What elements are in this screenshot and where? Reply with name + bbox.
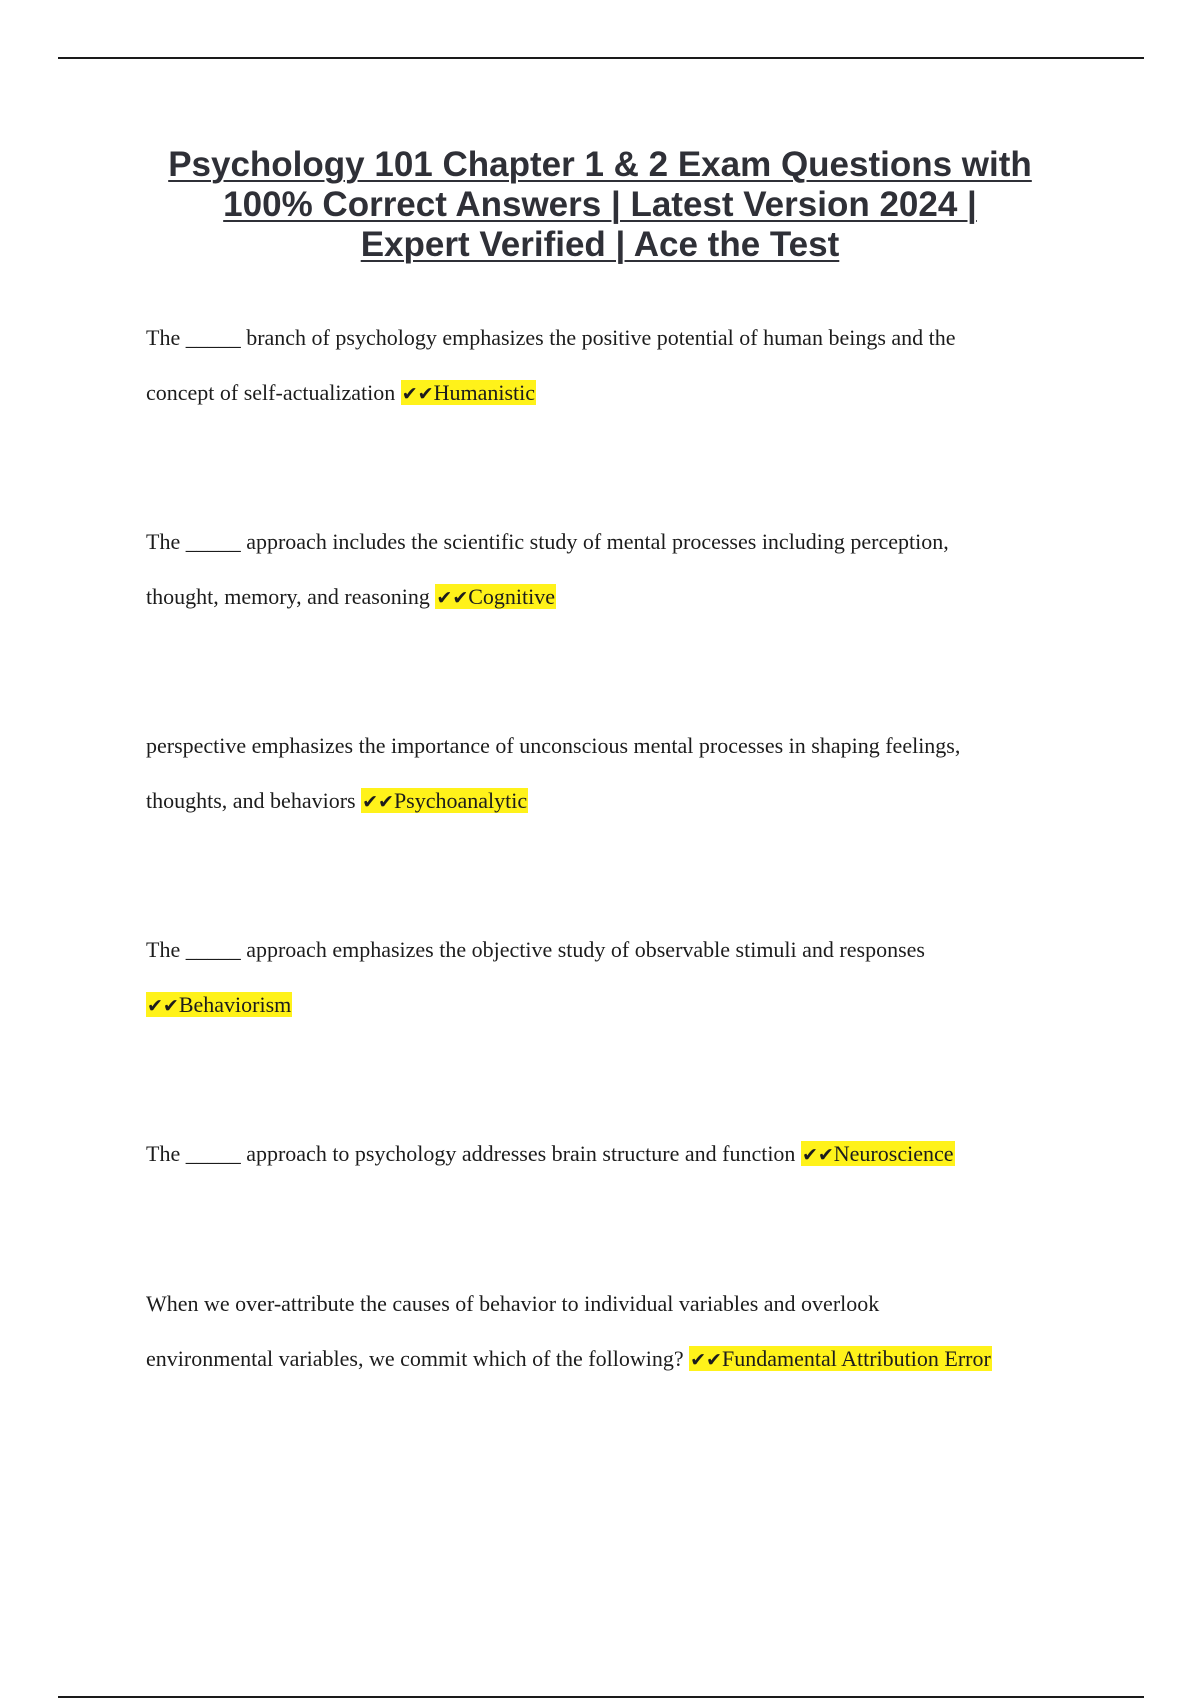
question-block-1 [146, 310, 1066, 422]
title-line-3: Expert Verified | Ace the Test [360, 225, 840, 264]
answer-highlight [689, 1346, 992, 1371]
question-text-line-2 [146, 977, 1066, 1034]
bottom-rule [58, 1696, 1144, 1698]
question-block-2 [146, 514, 1066, 626]
question-text-line-2: concept of self-actualization ✔✔Humanistic [146, 380, 535, 405]
question-text: The _____ approach emphasizes the objective study of observable stimuli and responses [146, 937, 925, 962]
answer-highlight [801, 1141, 955, 1166]
check-icon: ✔✔ [436, 587, 469, 609]
question-block-6 [146, 1276, 1066, 1388]
check-icon: ✔✔ [401, 383, 434, 405]
question-text-line-2: thoughts, and behaviors ✔✔Psychoanalytic [146, 788, 528, 813]
question-text: When we over-attribute the causes of behavior to individual variables and overlook [146, 1291, 880, 1316]
title-line-1: Psychology 101 Chapter 1 & 2 Exam Questions with [168, 145, 1032, 184]
question-text: The _____ branch of psychology emphasizes the positive potential of human beings and the [146, 325, 956, 350]
check-icon: ✔✔ [362, 791, 394, 813]
answer-highlight [146, 992, 292, 1017]
check-icon: ✔✔ [690, 1349, 722, 1371]
answer-text: Humanistic [433, 380, 535, 405]
question-block-4 [146, 922, 1066, 1034]
top-rule [58, 57, 1144, 59]
answer-highlight [435, 584, 556, 609]
answer-text: Fundamental Attribution Error [721, 1346, 991, 1371]
title-line-2: 100% Correct Answers | Latest Version 2024 | [223, 185, 977, 224]
question-block-3 [146, 718, 1066, 830]
answer-text: Neuroscience [833, 1141, 954, 1166]
check-icon: ✔✔ [147, 995, 179, 1017]
answer-text: Behaviorism [178, 992, 292, 1017]
answer-text: Cognitive [468, 584, 556, 609]
answer-highlight [361, 788, 528, 813]
question-text: The _____ approach includes the scientific study of mental processes including perception, [146, 529, 949, 554]
document-title [100, 145, 1100, 265]
check-icon: ✔✔ [801, 1144, 834, 1166]
answer-text: Psychoanalytic [393, 788, 528, 813]
question-text-line-2: environmental variables, we commit which of the following? ✔✔Fundamental Attribution Error [146, 1346, 991, 1371]
answer-highlight [401, 380, 536, 405]
question-block-5 [146, 1126, 1066, 1183]
question-text: perspective emphasizes the importance of unconscious mental processes in shaping feelings, [146, 733, 961, 758]
question-text-line-2: thought, memory, and reasoning ✔✔Cognitive [146, 584, 556, 609]
question-text-line-1: The _____ approach to psychology addresses brain structure and function ✔✔Neuroscience [146, 1141, 954, 1166]
